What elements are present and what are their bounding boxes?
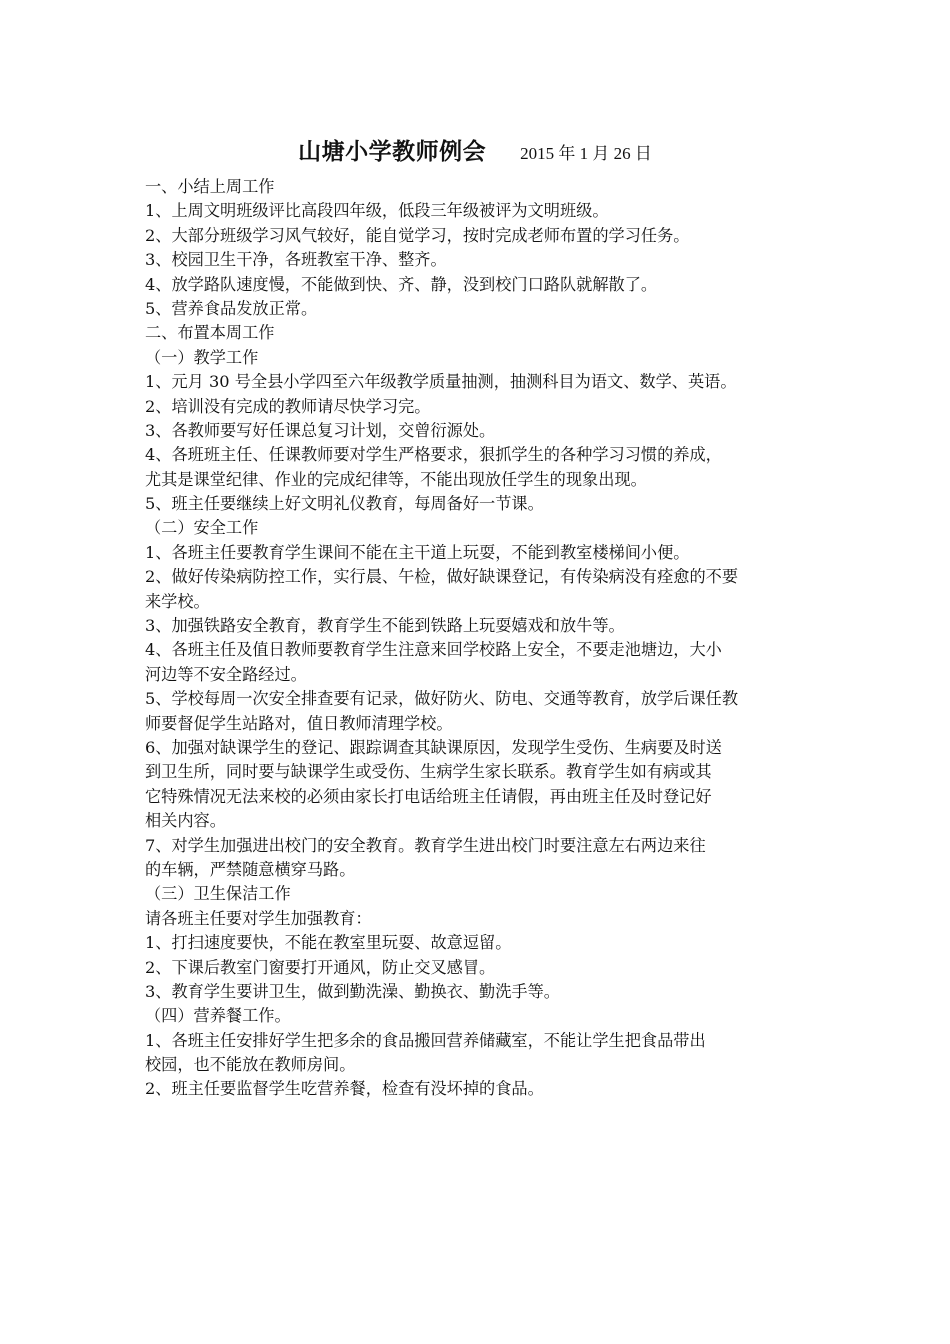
meeting-date: 2015 年 1 月 26 日 [520,144,652,163]
text-line: 5、班主任要继续上好文明礼仪教育，每周备好一节课。 [145,494,544,514]
text-line: 2、培训没有完成的教师请尽快学习完。 [145,396,431,416]
text-line: 1、打扫速度要快，不能在教室里玩耍、故意逗留。 [145,933,512,953]
text-line: 1、各班主任要教育学生课间不能在主干道上玩耍，不能到教室楼梯间小便。 [145,542,690,562]
text-line: （三）卫生保洁工作 [145,884,291,904]
text-line: 2、做好传染病防控工作，实行晨、午检，做好缺课登记，有传染病没有痊愈的不要 [145,567,739,587]
text-line: 请各班主任要对学生加强教育： [145,908,372,928]
text-line: 5、营养食品发放正常。 [145,298,318,318]
text-line: 2、大部分班级学习风气较好，能自觉学习，按时完成老师布置的学习任务。 [145,225,690,245]
text-line: 2、班主任要监督学生吃营养餐，检查有没坏掉的食品。 [145,1079,544,1099]
text-line: 到卫生所，同时要与缺课学生或受伤、生病学生家长联系。教育学生如有病或其 [145,762,712,782]
text-line: 它特殊情况无法来校的必须由家长打电话给班主任请假，再由班主任及时登记好 [145,786,712,806]
text-line: 5、学校每周一次安全排查要有记录，做好防火、防电、交通等教育，放学后课任教 [145,689,739,709]
text-line: 4、各班班主任、任课教师要对学生严格要求，狠抓学生的各种学习习惯的养成， [145,445,722,465]
text-line: 河边等不安全路经过。 [145,664,307,684]
text-line: 1、上周文明班级评比高段四年级，低段三年级被评为文明班级。 [145,201,609,221]
text-line: 3、各教师要写好任课总复习计划，交曾衍源处。 [145,420,496,440]
text-line: 校园，也不能放在教师房间。 [145,1055,356,1075]
text-line: 3、校园卫生干净，各班教室干净、整齐。 [145,250,447,270]
text-line: 来学校。 [145,591,210,611]
text-line: 4、各班主任及值日教师要教育学生注意来回学校路上安全，不要走池塘边，大小 [145,640,722,660]
text-line: 2、下课后教室门窗要打开通风，防止交叉感冒。 [145,957,496,977]
text-line: 1、各班主任安排好学生把多余的食品搬回营养储藏室，不能让学生把食品带出 [145,1030,706,1050]
text-line: 尤其是课堂纪律、作业的完成纪律等，不能出现放任学生的现象出现。 [145,469,647,489]
text-line: 4、放学路队速度慢，不能做到快、齐、静，没到校门口路队就解散了。 [145,274,658,294]
text-line: （四）营养餐工作。 [145,1006,291,1026]
text-line: 6、加强对缺课学生的登记、跟踪调查其缺课原因，发现学生受伤、生病要及时送 [145,737,722,757]
title-row [0,133,950,166]
text-line: 的车辆，严禁随意横穿马路。 [145,859,356,879]
document-body [145,175,810,1102]
text-line: 二、布置本周工作 [145,323,275,343]
text-line: 7、对学生加强进出校门的安全教育。教育学生进出校门时要注意左右两边来往 [145,835,706,855]
text-line: 一、小结上周工作 [145,177,275,196]
text-line: 1、元月 30 号全县小学四至六年级教学质量抽测，抽测科目为语文、数学、英语。 [145,372,737,392]
text-line: （二）安全工作 [145,518,259,538]
text-line: 3、加强铁路安全教育，教育学生不能到铁路上玩耍嬉戏和放牛等。 [145,616,625,636]
page-title: 山塘小学教师例会 [298,138,487,165]
text-line: 相关内容。 [145,811,226,831]
text-line: 3、教育学生要讲卫生，做到勤洗澡、勤换衣、勤洗手等。 [145,981,560,1001]
text-line: 师要督促学生站路对，值日教师清理学校。 [145,713,453,733]
text-line: （一）教学工作 [145,347,259,367]
